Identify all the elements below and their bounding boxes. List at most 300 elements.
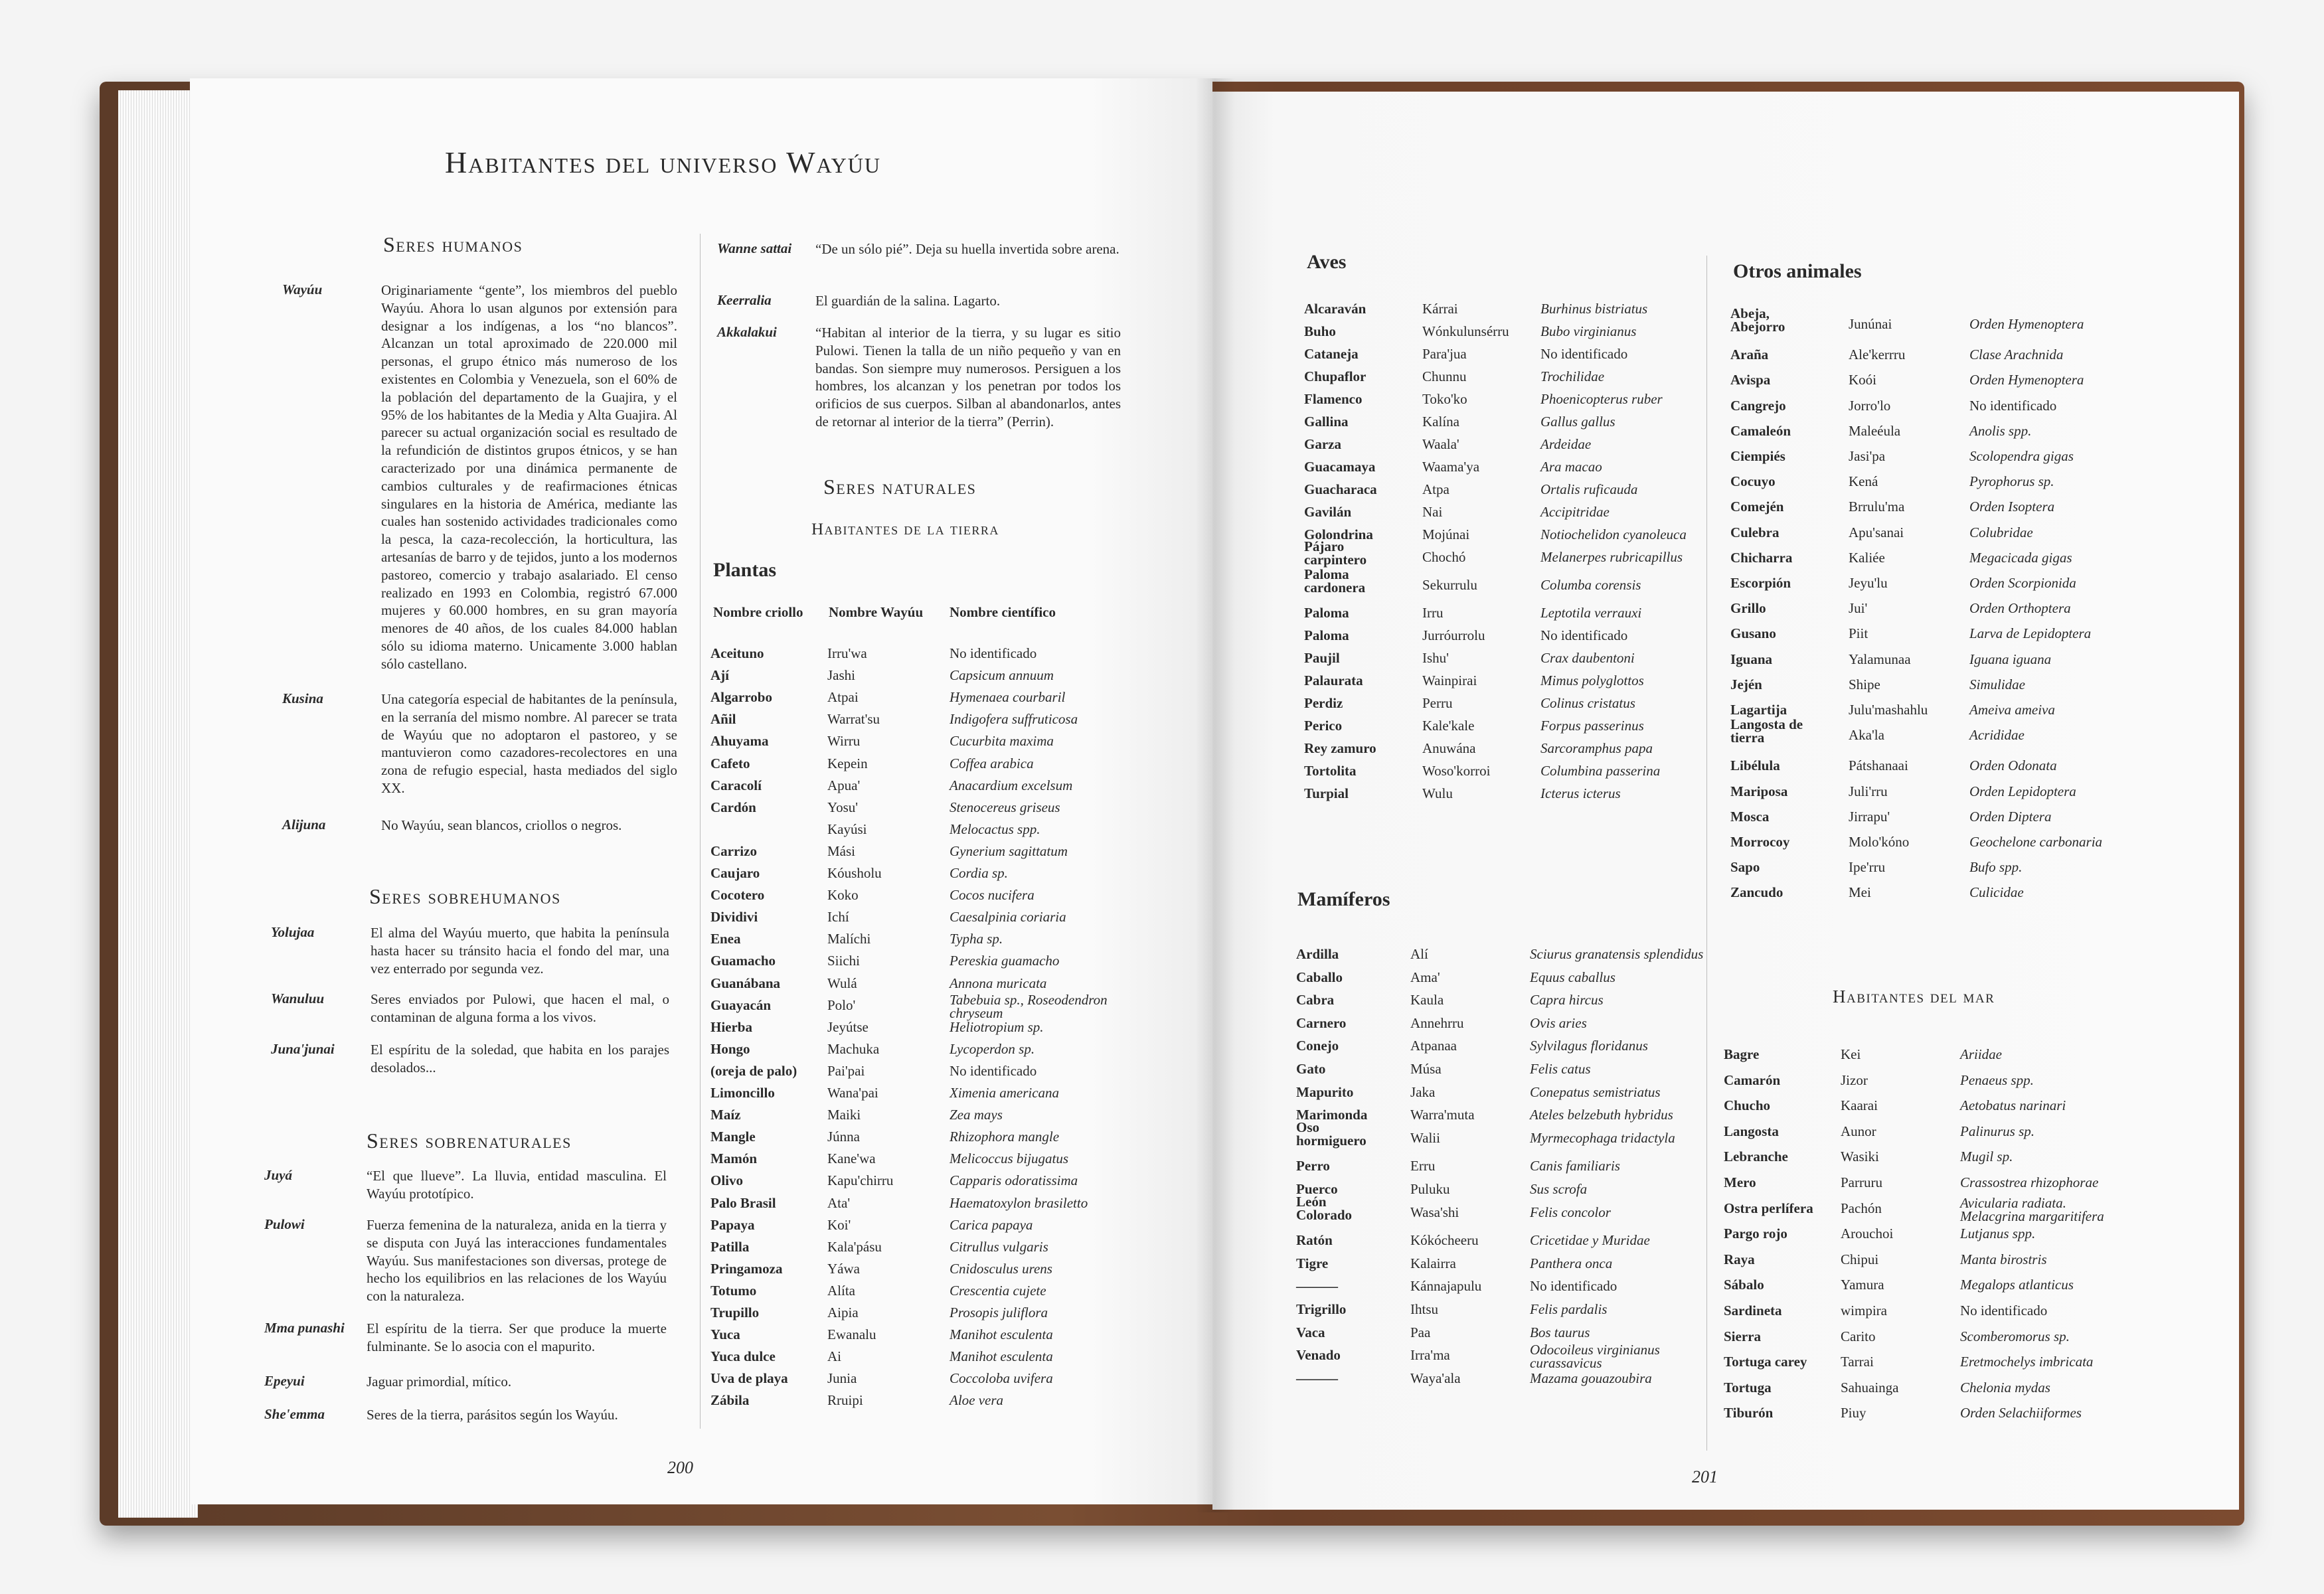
scientific-name: Odocoileus virginianus curassavicus <box>1530 1342 1660 1372</box>
scientific-name: No identificado <box>1960 1303 2048 1318</box>
scientific-name: Haematoxylon brasiletto <box>950 1194 1088 1211</box>
wayuu-name: Polo' <box>827 996 856 1013</box>
wayuu-name: Warra'muta <box>1410 1107 1475 1123</box>
scientific-name: Larva de Lepidoptera <box>1969 625 2092 642</box>
wayuu-name: Mási <box>827 842 855 859</box>
wayuu-name: Siichi <box>827 953 861 969</box>
page-number-right: 201 <box>1692 1467 1718 1486</box>
common-name: Paloma <box>1304 627 1349 643</box>
common-name: Camaleón <box>1730 422 1791 439</box>
glossary-definition: Seres enviados por Pulowi, que hacen el mal, o contaminan de alguna forma a los vivos. <box>371 991 669 1025</box>
common-name: Araña <box>1730 347 1769 363</box>
common-name: Cocuyo <box>1730 473 1776 490</box>
common-name: Rey zamuro <box>1304 740 1376 756</box>
glossary-term: Epeyui <box>264 1373 305 1389</box>
glossary-definition: Jaguar primordial, mítico. <box>367 1374 512 1390</box>
glossary-term: Alijuna <box>282 817 326 833</box>
scientific-name: Citrullus vulgaris <box>950 1238 1048 1255</box>
wayuu-name: wimpira <box>1841 1303 1887 1318</box>
common-name: Raya <box>1724 1251 1755 1267</box>
wayuu-name: Kale'kale <box>1422 718 1475 734</box>
wayuu-name: Ai <box>827 1348 841 1365</box>
scientific-name: Ameiva ameiva <box>1969 702 2055 718</box>
common-name: Cocotero <box>710 887 765 904</box>
wayuu-name: Kalairra <box>1410 1255 1456 1271</box>
scientific-name: Trochilidae <box>1540 368 1605 384</box>
common-name: Mero <box>1724 1174 1756 1190</box>
common-name: Algarrobo <box>710 689 772 706</box>
common-name: Mangle <box>710 1129 756 1145</box>
common-name: Langosta <box>1724 1123 1779 1139</box>
common-name: Aceituno <box>710 645 764 661</box>
common-name: Trupillo <box>710 1305 760 1320</box>
scientific-name: Felis concolor <box>1530 1204 1611 1220</box>
common-name: Oso hormiguero <box>1296 1119 1367 1149</box>
mamiferos-heading: Mamíferos <box>1297 888 1390 910</box>
wayuu-name: Wulu <box>1422 785 1453 801</box>
scientific-name: Melanerpes rubricapillus <box>1540 549 1683 565</box>
wayuu-name: Yáwa <box>827 1260 860 1277</box>
common-name: Tortuga carey <box>1724 1354 1807 1370</box>
scientific-name: Leptotila verrauxi <box>1540 605 1642 621</box>
scientific-name: Caesalpinia coriaria <box>950 909 1066 925</box>
wayuu-name: Atpai <box>827 689 859 706</box>
wayuu-name: Maiki <box>827 1107 861 1123</box>
common-name: Cangrejo <box>1730 397 1786 414</box>
scientific-name: Columba corensis <box>1540 577 1641 593</box>
common-name: Ají <box>710 667 729 684</box>
wayuu-name: Kala'pásu <box>827 1238 882 1255</box>
wayuu-name: Chipui <box>1841 1251 1879 1267</box>
scientific-name: Rhizophora mangle <box>950 1129 1060 1145</box>
scientific-name: Megalops atlanticus <box>1960 1277 2074 1293</box>
wayuu-name: Kóusholu <box>827 865 882 881</box>
wayuu-name: Malíchi <box>827 931 871 947</box>
scientific-name: Heliotropium sp. <box>950 1018 1044 1035</box>
scientific-name: Panthera onca <box>1530 1255 1613 1271</box>
common-name: Bagre <box>1724 1046 1760 1062</box>
scientific-name: Iguana iguana <box>1969 651 2052 667</box>
wayuu-name: Ama' <box>1410 969 1440 985</box>
wayuu-name: Perru <box>1422 695 1453 711</box>
common-name: Caballo <box>1296 969 1343 985</box>
wayuu-name: Jirrapu' <box>1849 808 1890 825</box>
wayuu-name: Yosu' <box>827 799 859 815</box>
wayuu-name: Juli'rru <box>1849 783 1888 799</box>
common-name: Olivo <box>710 1172 744 1189</box>
scientific-name: Scomberomorus sp. <box>1960 1328 2070 1344</box>
wayuu-name: Waama'ya <box>1422 459 1480 475</box>
scientific-name: Chelonia mydas <box>1960 1379 2050 1395</box>
wayuu-name: Ichí <box>827 909 849 925</box>
scientific-name: Cordia sp. <box>950 865 1008 881</box>
scientific-name: Phoenicopterus ruber <box>1540 391 1663 407</box>
common-name: Lagartija <box>1730 702 1787 718</box>
scientific-name: Lutjanus spp. <box>1960 1226 2036 1242</box>
common-name: Perro <box>1296 1158 1330 1174</box>
common-name: Buho <box>1304 323 1336 339</box>
wayuu-name: Para'jua <box>1422 346 1467 362</box>
common-name: Mariposa <box>1730 783 1788 799</box>
glossary-term: Yolujaa <box>271 924 315 940</box>
scientific-name: Colinus cristatus <box>1540 695 1635 711</box>
scientific-name: Melicoccus bijugatus <box>950 1151 1069 1167</box>
wayuu-name: Jorro'lo <box>1849 397 1891 414</box>
wayuu-name: Wasa'shi <box>1410 1204 1459 1220</box>
glossary-term: Wanuluu <box>271 991 325 1006</box>
common-name: Camarón <box>1724 1072 1781 1088</box>
scientific-name: Orden Scorpionida <box>1969 575 2076 591</box>
glossary-definition: El alma del Wayúu muerto, que habita la península hasta hacer su tránsito hacia el fondo del mar, una vez enterrado por segunda vez. <box>371 925 669 977</box>
glossary-term: Juyá <box>264 1167 292 1183</box>
scientific-name: Orden Lepidoptera <box>1969 783 2076 799</box>
glossary-definition: No Wayúu, sean blancos, criollos o negros. <box>381 817 622 833</box>
scientific-name: Orden Selachiiformes <box>1960 1405 2082 1421</box>
scientific-name: Sciurus granatensis splendidus <box>1530 946 1704 962</box>
common-name: Cardón <box>710 799 756 815</box>
common-name: Puerco <box>1296 1181 1338 1197</box>
wayuu-name: Junúnai <box>1849 316 1892 332</box>
scientific-name: Sarcoramphus papa <box>1540 740 1653 756</box>
wayuu-name: Machuka <box>827 1040 880 1057</box>
wayuu-name: Kánnajapulu <box>1410 1278 1482 1295</box>
glossary-definition: El guardián de la salina. Lagarto. <box>815 293 1001 309</box>
common-name: Yuca dulce <box>710 1348 776 1365</box>
scientific-name: Sylvilagus floridanus <box>1530 1038 1648 1054</box>
scientific-name: Bubo virginianus <box>1540 323 1637 339</box>
wayuu-name: Sahuainga <box>1841 1379 1899 1395</box>
common-name: Patilla <box>710 1238 750 1255</box>
common-name: Mamón <box>710 1151 757 1167</box>
wayuu-name: Kayúsi <box>827 821 867 837</box>
common-name: Dividivi <box>710 909 758 925</box>
common-name: Mosca <box>1730 808 1770 825</box>
scientific-name: Capsicum annuum <box>950 667 1054 684</box>
scientific-name: Gallus gallus <box>1540 414 1616 430</box>
common-name: Guamacho <box>710 953 776 969</box>
right-page <box>1212 92 2239 1510</box>
scientific-name: Crax daubentoni <box>1540 650 1635 666</box>
wayuu-name: Shipe <box>1849 676 1880 692</box>
scientific-name: Crassostrea rhizophorae <box>1960 1174 2099 1190</box>
wayuu-name: Yalamunaa <box>1849 651 1911 667</box>
scientific-name: Orden Hymenoptera <box>1969 316 2084 332</box>
wayuu-name: Brrulu'ma <box>1849 499 1905 515</box>
glossary-definition: El espíritu de la soledad, que habita en los parajes desolados... <box>371 1042 669 1076</box>
wayuu-name: Alí <box>1410 946 1428 962</box>
scientific-name: Stenocereus griseus <box>950 799 1060 815</box>
page-edges <box>118 90 198 1518</box>
scientific-name: Zea mays <box>950 1107 1003 1123</box>
common-name: Mapurito <box>1296 1083 1354 1100</box>
common-name: Paujil <box>1304 650 1340 666</box>
common-name: Turpial <box>1304 785 1349 801</box>
scientific-name: Anolis spp. <box>1969 422 2032 439</box>
common-name: Perdiz <box>1304 695 1343 711</box>
wayuu-name: Wónkulunsérru <box>1422 323 1509 339</box>
scientific-name: Felis catus <box>1530 1061 1591 1077</box>
common-name: Papaya <box>710 1216 755 1233</box>
common-name: Abeja, Abejorro <box>1730 305 1785 335</box>
scientific-name: Colubridae <box>1969 524 2033 540</box>
scientific-name: Conepatus semistriatus <box>1530 1083 1661 1100</box>
common-name: Gavilán <box>1304 504 1352 520</box>
wayuu-name: Kalína <box>1422 414 1459 430</box>
scientific-name: No identificado <box>950 645 1037 661</box>
scientific-name: Accipitridae <box>1540 504 1610 520</box>
scientific-name: Mimus polyglottos <box>1540 673 1644 688</box>
common-name: Vaca <box>1296 1324 1325 1340</box>
scientific-name: Scolopendra gigas <box>1969 448 2074 464</box>
common-name: (oreja de palo) <box>710 1062 797 1079</box>
column-divider <box>700 234 701 1429</box>
scientific-name: Equus caballus <box>1530 969 1616 985</box>
scientific-name: Lycoperdon sp. <box>950 1040 1035 1057</box>
wayuu-name: Junia <box>827 1370 857 1387</box>
wayuu-name: Piuy <box>1841 1405 1867 1421</box>
common-name: Sierra <box>1724 1328 1761 1344</box>
wayuu-name: Kepein <box>827 755 868 771</box>
wayuu-name: Wasiki <box>1841 1149 1879 1165</box>
common-name: Hierba <box>710 1018 752 1035</box>
scientific-name: Culicidae <box>1969 884 2024 901</box>
wayuu-name: Jashi <box>827 667 855 684</box>
scientific-name: Mugil sp. <box>1960 1149 2013 1165</box>
wayuu-name: Jaka <box>1410 1083 1436 1100</box>
scientific-name: Ovis aries <box>1530 1014 1587 1031</box>
common-name: Chicharra <box>1730 549 1793 566</box>
scientific-name: Carica papaya <box>950 1216 1033 1233</box>
plantas-heading: Plantas <box>713 559 777 581</box>
scientific-name: Orden Diptera <box>1969 808 2052 825</box>
wayuu-name: Julu'mashahlu <box>1849 702 1928 718</box>
scientific-name: Crescentia cujete <box>950 1282 1046 1299</box>
wayuu-name: Aunor <box>1841 1123 1876 1139</box>
section-heading-sobrehumanos: Seres sobrehumanos <box>369 884 561 908</box>
common-name: Chupaflor <box>1304 368 1367 384</box>
common-name: Perico <box>1304 718 1343 734</box>
scientific-name: Indigofera suffruticosa <box>950 711 1078 728</box>
glossary-definition: Fuerza femenina de la naturaleza, anida en la tierra y se disputa con Juyá las interacciones fundamentales Wayúu. Sus manifestaciones son diversas, protege de hecho los equilibrios en las relaciones de los Wayúu con la naturaleza. <box>367 1217 667 1305</box>
wayuu-name: Jui' <box>1849 600 1868 617</box>
common-name: Ostra perlífera <box>1724 1200 1813 1216</box>
scientific-name: Orden Orthoptera <box>1969 600 2071 617</box>
wayuu-name: Ale'kerrru <box>1849 347 1906 363</box>
scientific-name: Cnidosculus urens <box>950 1260 1052 1277</box>
wayuu-name: Jasi'pa <box>1849 448 1886 464</box>
wayuu-name: Ata' <box>827 1194 851 1211</box>
subsection-heading-tierra: Habitantes de la tierra <box>811 520 999 538</box>
scientific-name: Penaeus spp. <box>1960 1072 2034 1088</box>
scientific-name: Ximenia americana <box>950 1085 1060 1101</box>
wayuu-name: Arouchoi <box>1841 1226 1894 1242</box>
glossary-term: Wayúu <box>282 281 323 297</box>
page-number-left: 200 <box>667 1458 693 1477</box>
scientific-name: Bos taurus <box>1530 1324 1590 1340</box>
scientific-name: Orden Isoptera <box>1969 499 2055 515</box>
wayuu-name: Wainpirai <box>1422 673 1477 688</box>
common-name: ——— <box>1296 1370 1338 1386</box>
common-name: Yuca <box>710 1326 740 1343</box>
scientific-name: Burhinus bistriatus <box>1540 301 1648 317</box>
wayuu-name: Yamura <box>1841 1277 1884 1293</box>
common-name: Pájaro carpintero <box>1304 538 1367 568</box>
common-name: Culebra <box>1730 524 1780 540</box>
common-name: Venado <box>1296 1347 1341 1364</box>
wayuu-name: Puluku <box>1410 1181 1450 1197</box>
common-name: Gato <box>1296 1061 1326 1077</box>
wayuu-name: Jeyútse <box>827 1018 869 1035</box>
wayuu-name: Koói <box>1849 372 1876 388</box>
wayuu-name: Anuwána <box>1422 740 1476 756</box>
scientific-name: Mazama gouazoubira <box>1530 1370 1652 1386</box>
scientific-name: Pyrophorus sp. <box>1969 473 2054 490</box>
section-heading-sobrenaturales: Seres sobrenaturales <box>367 1129 572 1153</box>
common-name: Maíz <box>710 1107 741 1123</box>
glossary-definition: “Habitan al interior de la tierra, y su lugar es sitio Pulowi. Tienen la talla de un niño pequeño y van en bandas. Son siempre muy numerosos. Persiguen a los hombres, los alcanzan y los penetran por todos los orificios de sus cuerpos. Silban al abandonarlos, antes de retornar al interior de la tierra” (Perrin). <box>815 325 1121 430</box>
wayuu-name: Erru <box>1410 1158 1436 1174</box>
common-name: Garza <box>1304 436 1341 452</box>
common-name: Lebranche <box>1724 1149 1788 1165</box>
common-name: Zancudo <box>1730 884 1784 901</box>
wayuu-name: Walii <box>1410 1129 1440 1146</box>
wayuu-name: Ishu' <box>1422 650 1449 666</box>
wayuu-name: Atpanaa <box>1410 1038 1457 1054</box>
common-name: Trigrillo <box>1296 1301 1347 1317</box>
common-name: Guacamaya <box>1304 459 1376 475</box>
wayuu-name: Aipia <box>827 1305 859 1320</box>
wayuu-name: Koi' <box>827 1216 851 1233</box>
common-name: Tigre <box>1296 1255 1329 1271</box>
wayuu-name: Molo'kóno <box>1849 834 1910 850</box>
wayuu-name: Kane'wa <box>827 1151 876 1167</box>
common-name: Iguana <box>1730 651 1773 667</box>
scientific-name: Prosopis juliflora <box>950 1305 1048 1320</box>
scientific-name: Myrmecophaga tridactyla <box>1530 1129 1675 1146</box>
common-name: Sábalo <box>1724 1277 1764 1293</box>
scientific-name: Icterus icterus <box>1540 785 1621 801</box>
wayuu-name: Kaula <box>1410 992 1444 1008</box>
wayuu-name: Kaliée <box>1849 549 1885 566</box>
common-name: Tortolita <box>1304 763 1357 779</box>
common-name: Morrocoy <box>1730 834 1790 850</box>
glossary-definition: “El que llueve”. La lluvia, entidad masculina. El Wayúu prototípico. <box>367 1168 667 1202</box>
scientific-name: Ariidae <box>1960 1046 2002 1062</box>
scientific-name: Manta birostris <box>1960 1251 2047 1267</box>
common-name: Paloma cardonera <box>1304 566 1366 596</box>
scientific-name: Simulidae <box>1969 676 2025 692</box>
common-name: Libélula <box>1730 757 1780 774</box>
glossary-term: Pulowi <box>264 1216 305 1232</box>
wayuu-name: Jizor <box>1841 1072 1868 1088</box>
scientific-name: Coccoloba uvifera <box>950 1370 1053 1387</box>
common-name: Grillo <box>1730 600 1766 617</box>
common-name: Hongo <box>710 1040 750 1057</box>
common-name: Flamenco <box>1304 391 1363 407</box>
common-name: Ardilla <box>1296 946 1339 962</box>
wayuu-name: Warrat'su <box>827 711 880 728</box>
wayuu-name: Chunnu <box>1422 368 1467 384</box>
wayuu-name: Pachón <box>1841 1200 1882 1216</box>
wayuu-name: Irru'wa <box>827 645 867 661</box>
scientific-name: Cocos nucifera <box>950 887 1035 904</box>
common-name: Caujaro <box>710 865 760 881</box>
common-name: Conejo <box>1296 1038 1339 1054</box>
common-name: León Colorado <box>1296 1193 1352 1223</box>
wayuu-name: Tarrai <box>1841 1354 1874 1370</box>
wayuu-name: Toko'ko <box>1422 391 1467 407</box>
wayuu-name: Jeyu'lu <box>1849 575 1888 591</box>
wayuu-name: Kapu'chirru <box>827 1172 894 1189</box>
common-name: Alcaraván <box>1304 301 1367 317</box>
glossary-term: Wanne sattai <box>717 240 792 256</box>
scientific-name: Melocactus spp. <box>950 821 1040 837</box>
common-name: Palaurata <box>1304 673 1363 688</box>
wayuu-name: Aka'la <box>1849 727 1884 744</box>
scientific-name: No identificado <box>1540 627 1628 643</box>
wayuu-name: Kei <box>1841 1046 1861 1062</box>
common-name: Guacharaca <box>1304 481 1377 497</box>
scientific-name: Ortalis ruficauda <box>1540 481 1638 497</box>
scientific-name: Hymenaea courbaril <box>950 689 1066 706</box>
common-name: ——— <box>1296 1278 1338 1295</box>
scientific-name: Aloe vera <box>950 1392 1004 1409</box>
book-gutter <box>1195 78 1235 1512</box>
scientific-name: Sus scrofa <box>1530 1181 1588 1197</box>
page-title: Habitantes del universo Wayúu <box>445 145 881 179</box>
col-header-cientifico: Nombre científico <box>950 604 1056 620</box>
scientific-name: Bufo spp. <box>1969 859 2023 876</box>
wayuu-name: Kárrai <box>1422 301 1458 317</box>
otros-heading: Otros animales <box>1733 260 1862 282</box>
common-name: Ciempiés <box>1730 448 1785 464</box>
wayuu-name: Alíta <box>827 1282 855 1299</box>
scientific-name: Felis pardalis <box>1530 1301 1608 1317</box>
wayuu-name: Kaarai <box>1841 1097 1878 1114</box>
common-name: Uva de playa <box>710 1370 788 1387</box>
scientific-name: Ara macao <box>1540 459 1602 475</box>
common-name: Sardineta <box>1724 1303 1782 1318</box>
common-name: Tiburón <box>1724 1405 1774 1421</box>
aves-heading: Aves <box>1307 251 1347 273</box>
scientific-name: Ardeidae <box>1540 436 1592 452</box>
wayuu-name: Apu'sanai <box>1849 524 1904 540</box>
scientific-name: Manihot esculenta <box>950 1326 1053 1343</box>
scientific-name: Avicularia radiata. Melacgrina margaritifera <box>1960 1194 2104 1224</box>
scientific-name: Tabebuia sp., Roseodendron chryseum <box>950 991 1108 1021</box>
scientific-name: Coffea arabica <box>950 755 1034 771</box>
wayuu-name: Wana'pai <box>827 1085 878 1101</box>
scientific-name: Canis familiaris <box>1530 1158 1620 1174</box>
wayuu-name: Atpa <box>1422 481 1450 497</box>
common-name: Cataneja <box>1304 346 1359 362</box>
common-name: Pringamoza <box>710 1260 783 1277</box>
common-name: Guayacán <box>710 996 772 1013</box>
scientific-name: Eretmochelys imbricata <box>1960 1354 2094 1370</box>
scientific-name: Ateles belzebuth hybridus <box>1530 1107 1673 1123</box>
common-name: Golondrina <box>1304 526 1373 542</box>
wayuu-name: Parruru <box>1841 1174 1882 1190</box>
common-name: Gallina <box>1304 414 1349 430</box>
wayuu-name: Ewanalu <box>827 1326 876 1343</box>
column-divider-right <box>1706 256 1707 1451</box>
wayuu-name: Maleéula <box>1849 422 1901 439</box>
section-heading-naturales: Seres naturales <box>823 475 977 499</box>
wayuu-name: Apua' <box>827 777 861 793</box>
common-name: Totumo <box>710 1282 757 1299</box>
common-name: Marimonda <box>1296 1107 1368 1123</box>
wayuu-name: Irra'ma <box>1410 1347 1450 1364</box>
